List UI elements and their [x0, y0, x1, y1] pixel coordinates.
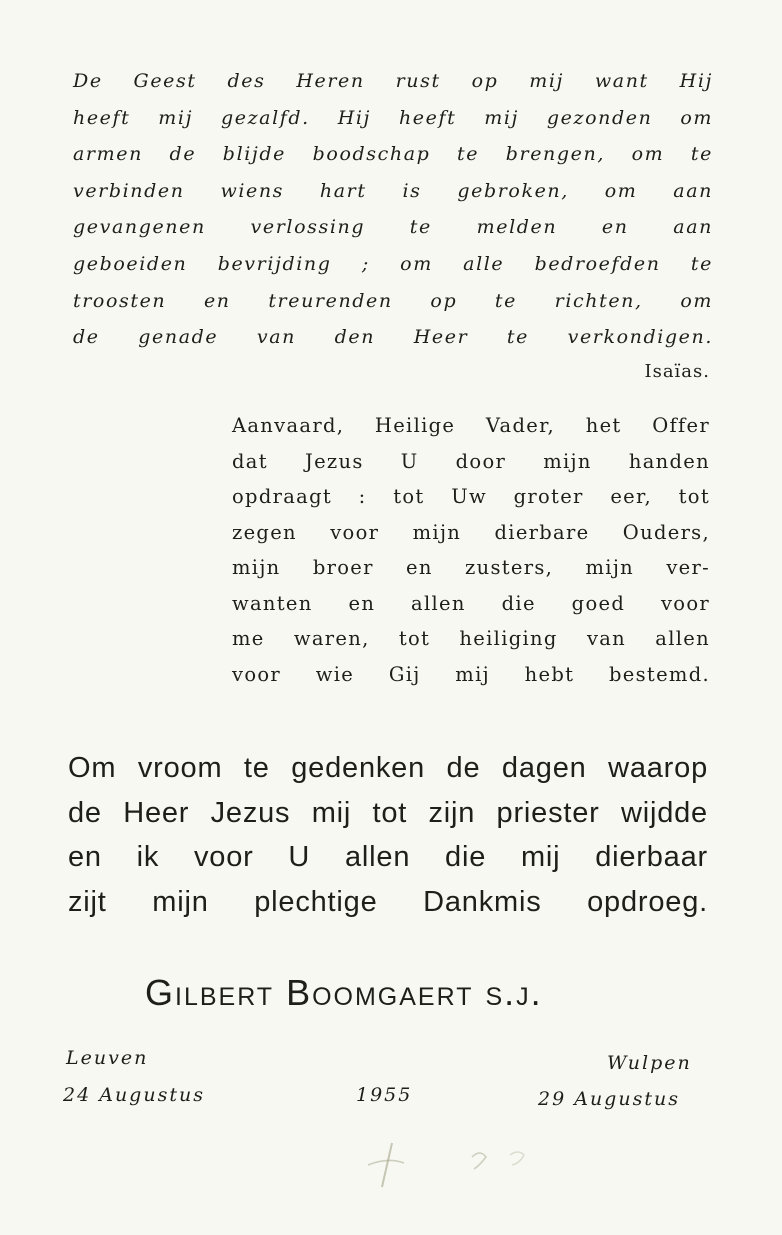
prayer-line-7: me waren, tot heiliging van allen — [232, 627, 710, 650]
prayer-line-5: mijn broer en zusters, mijn ver- — [232, 556, 710, 579]
quote-source: Isaïas. — [644, 360, 710, 382]
quote-line-5: gevangenen verlossing te melden en aan — [73, 216, 713, 239]
year: 1955 — [356, 1084, 413, 1106]
dedication-text — [68, 746, 708, 924]
prayer-line-1: Aanvaard, Heilige Vader, het Offer — [232, 414, 710, 437]
ordination-date: 24 Augustus — [63, 1084, 205, 1106]
quote-line-7: troosten en treurenden op te richten, om — [73, 289, 713, 312]
faint-ink-mark — [360, 1135, 540, 1195]
dedication-line-4: zijt mijn plechtige Dankmis opdroeg. — [68, 885, 708, 918]
dedication-line-1: Om vroom te gedenken de dagen waarop — [68, 752, 708, 784]
prayer-line-4: zegen voor mijn dierbare Ouders, — [232, 520, 710, 544]
quote-line-8: de genade van den Heer te verkondigen. — [73, 326, 713, 349]
quote-line-6: geboeiden bevrijding ; om alle bedroefden te — [73, 252, 713, 275]
prayer-line-6: wanten en allen die goed voor — [232, 591, 710, 615]
quote-line-4: verbinden wiens hart is gebroken, om aan — [73, 179, 713, 202]
priest-name: Gilbert Boomgaert s.j. — [145, 972, 543, 1013]
thanksgiving-mass-date: 29 Augustus — [538, 1088, 680, 1110]
quote-line-2: heeft mij gezalfd. Hij heeft mij gezonden om — [73, 106, 713, 129]
prayer-line-3: opdraagt : tot Uw groter eer, tot — [232, 485, 710, 508]
quote-line-1: De Geest des Heren rust op mij want Hij — [73, 70, 713, 92]
thanksgiving-mass-place: Wulpen — [607, 1052, 692, 1074]
dedication-line-3: en ik voor U allen die mij dierbaar — [68, 841, 708, 873]
dedication-line-2: de Heer Jezus mij tot zijn priester wijdde — [68, 796, 708, 829]
ordination-place: Leuven — [66, 1047, 149, 1069]
prayer-line-2: dat Jezus U door mijn handen — [232, 449, 710, 473]
offering-prayer — [232, 408, 710, 692]
prayer-line-8: voor wie Gij mij hebt bestemd. — [232, 662, 710, 686]
quote-line-3: armen de blijde boodschap te brengen, om te — [73, 143, 713, 166]
scripture-quote — [73, 63, 713, 388]
